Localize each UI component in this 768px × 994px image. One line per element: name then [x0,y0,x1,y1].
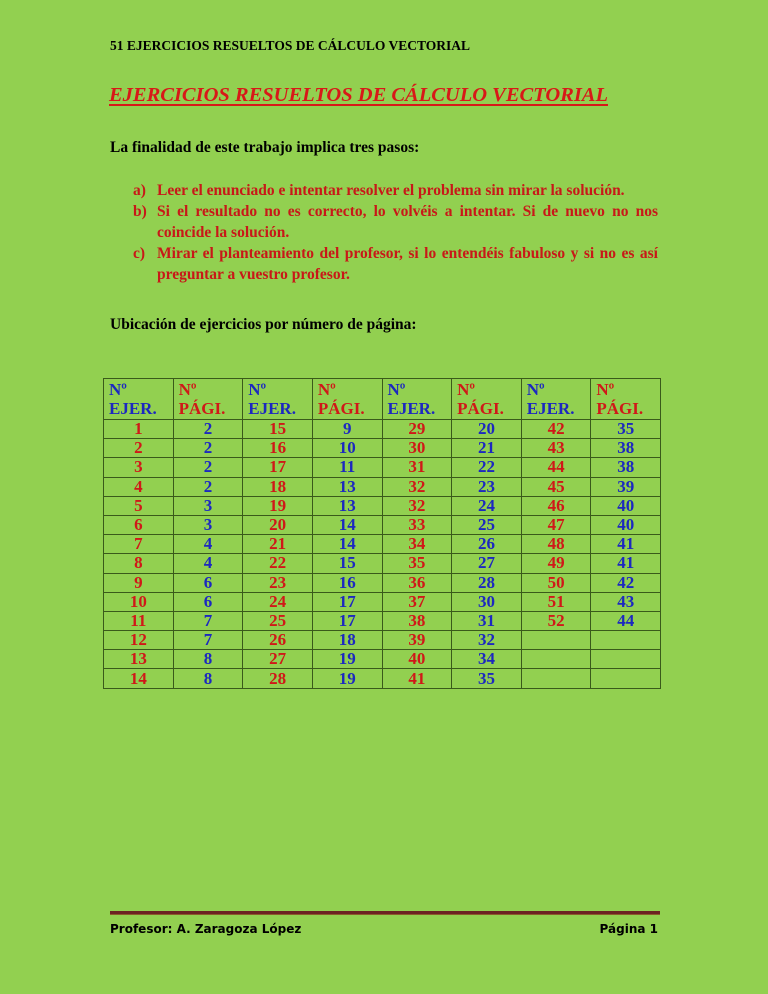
cell-ejercicio: 51 [521,592,591,611]
list-label: a) [133,182,146,199]
cell-ejercicio: 43 [521,439,591,458]
header-line2: PÁGI. [317,399,365,418]
cell-ejercicio: 25 [243,611,313,630]
cell-pagina: 19 [312,669,382,688]
table-row [104,439,661,458]
table-row [104,535,661,554]
cell-ejercicio: 33 [382,515,452,534]
header-line1: Nº [317,380,336,399]
cell-pagina: 17 [312,592,382,611]
cell-pagina: 3 [173,515,243,534]
cell-pagina: 20 [452,420,522,439]
table-row [104,611,661,630]
cell-pagina: 26 [452,535,522,554]
cell-ejercicio: 37 [382,592,452,611]
table-row [104,650,661,669]
header-pagina [173,379,243,420]
cell-ejercicio: 41 [382,669,452,688]
cell-ejercicio: 27 [243,650,313,669]
cell-pagina: 31 [452,611,522,630]
cell-pagina: 2 [173,477,243,496]
cell-pagina: 6 [173,592,243,611]
cell-ejercicio: 42 [521,420,591,439]
cell-pagina: 17 [312,611,382,630]
list-item [133,201,658,243]
footer-author: Profesor: A. Zaragoza López [110,922,302,936]
table-row [104,669,661,688]
table-row [104,420,661,439]
header-line2: EJER. [248,399,296,418]
header-line1: Nº [457,380,476,399]
cell-pagina [591,631,661,650]
footer-divider [110,911,660,915]
cell-pagina: 39 [591,477,661,496]
cell-ejercicio: 15 [243,420,313,439]
cell-ejercicio: 23 [243,573,313,592]
cell-ejercicio: 5 [104,496,174,515]
cell-pagina: 13 [312,496,382,515]
cell-pagina: 38 [591,439,661,458]
header-line2: PÁGI. [178,399,226,418]
cell-ejercicio: 49 [521,554,591,573]
cell-ejercicio: 52 [521,611,591,630]
cell-ejercicio: 39 [382,631,452,650]
location-heading: Ubicación de ejercicios por número de página: [110,316,417,333]
header-line2: EJER. [387,399,436,418]
exercise-page-table [103,378,661,689]
header-line2: EJER. [109,399,157,418]
cell-ejercicio: 26 [243,631,313,650]
cell-ejercicio: 28 [243,669,313,688]
cell-ejercicio [521,631,591,650]
cell-ejercicio: 44 [521,458,591,477]
cell-pagina: 30 [452,592,522,611]
cell-ejercicio: 30 [382,439,452,458]
cell-pagina: 38 [591,458,661,477]
cell-pagina [591,669,661,688]
cell-ejercicio: 14 [104,669,174,688]
cell-pagina: 16 [312,573,382,592]
cell-pagina: 15 [312,554,382,573]
cell-pagina: 22 [452,458,522,477]
cell-pagina: 19 [312,650,382,669]
header-ejercicio [243,379,313,420]
cell-ejercicio: 12 [104,631,174,650]
header-pagina [591,379,661,420]
cell-ejercicio: 18 [243,477,313,496]
header-ejercicio [521,379,591,420]
cell-ejercicio: 22 [243,554,313,573]
cell-ejercicio: 35 [382,554,452,573]
list-label: b) [133,203,147,220]
header-pagina [312,379,382,420]
cell-ejercicio: 48 [521,535,591,554]
table-row [104,458,661,477]
header-line1: Nº [387,380,406,399]
cell-ejercicio: 24 [243,592,313,611]
cell-pagina: 23 [452,477,522,496]
cell-pagina [591,650,661,669]
header-line2: PÁGI. [457,399,504,418]
cell-ejercicio: 47 [521,515,591,534]
cell-pagina: 13 [312,477,382,496]
cell-pagina: 28 [452,573,522,592]
cell-pagina: 10 [312,439,382,458]
header-line1: Nº [178,380,197,399]
cell-pagina: 14 [312,515,382,534]
list-text: Si el resultado no es correcto, lo volvéis a intentar. Si de nuevo no nos coincide la solución. [157,203,658,241]
cell-pagina: 41 [591,535,661,554]
footer-page-number: Página 1 [599,922,658,936]
cell-ejercicio: 8 [104,554,174,573]
cell-ejercicio: 17 [243,458,313,477]
page-title: EJERCICIOS RESUELTOS DE CÁLCULO VECTORIAL [109,84,608,106]
header-line2: EJER. [526,399,575,418]
cell-ejercicio: 45 [521,477,591,496]
cell-pagina: 43 [591,592,661,611]
cell-pagina: 42 [591,573,661,592]
cell-ejercicio: 38 [382,611,452,630]
table-row [104,515,661,534]
cell-ejercicio: 50 [521,573,591,592]
cell-pagina: 7 [173,631,243,650]
cell-ejercicio: 2 [104,439,174,458]
cell-pagina: 18 [312,631,382,650]
list-item [133,180,658,201]
cell-ejercicio: 20 [243,515,313,534]
cell-pagina: 40 [591,496,661,515]
cell-pagina: 2 [173,420,243,439]
cell-ejercicio [521,650,591,669]
cell-pagina: 6 [173,573,243,592]
header-pagina [452,379,522,420]
cell-pagina: 21 [452,439,522,458]
cell-ejercicio: 9 [104,573,174,592]
cell-ejercicio: 13 [104,650,174,669]
cell-ejercicio: 32 [382,477,452,496]
cell-ejercicio: 10 [104,592,174,611]
cell-pagina: 8 [173,650,243,669]
table-row [104,477,661,496]
list-label: c) [133,245,146,262]
cell-ejercicio: 6 [104,515,174,534]
cell-pagina: 40 [591,515,661,534]
cell-ejercicio: 40 [382,650,452,669]
table-header-row [104,379,661,420]
cell-pagina: 32 [452,631,522,650]
cell-ejercicio [521,669,591,688]
header-line1: Nº [596,380,615,399]
table-row [104,573,661,592]
cell-ejercicio: 34 [382,535,452,554]
cell-pagina: 34 [452,650,522,669]
table-row [104,631,661,650]
cell-ejercicio: 1 [104,420,174,439]
cell-pagina: 3 [173,496,243,515]
header-ejercicio [104,379,174,420]
table-row [104,496,661,515]
header-line1: Nº [526,380,545,399]
cell-pagina: 2 [173,458,243,477]
cell-pagina: 35 [591,420,661,439]
cell-pagina: 11 [312,458,382,477]
cell-pagina: 41 [591,554,661,573]
cell-pagina: 24 [452,496,522,515]
cell-pagina: 8 [173,669,243,688]
steps-list [133,180,658,285]
cell-pagina: 7 [173,611,243,630]
cell-pagina: 27 [452,554,522,573]
cell-ejercicio: 11 [104,611,174,630]
cell-ejercicio: 21 [243,535,313,554]
cell-ejercicio: 3 [104,458,174,477]
cell-pagina: 35 [452,669,522,688]
header-ejercicio [382,379,452,420]
list-item [133,243,658,285]
cell-ejercicio: 19 [243,496,313,515]
cell-ejercicio: 7 [104,535,174,554]
cell-ejercicio: 32 [382,496,452,515]
list-text: Mirar el planteamiento del profesor, si lo entendéis fabuloso y si no es así preguntar a vuestro profesor. [157,245,658,283]
cell-pagina: 4 [173,535,243,554]
cell-ejercicio: 16 [243,439,313,458]
header-line2: PÁGI. [596,399,644,418]
running-header: 51 EJERCICIOS RESUELTOS DE CÁLCULO VECTORIAL [110,38,470,53]
cell-ejercicio: 29 [382,420,452,439]
cell-pagina: 25 [452,515,522,534]
cell-pagina: 44 [591,611,661,630]
cell-pagina: 14 [312,535,382,554]
table-row [104,592,661,611]
cell-ejercicio: 46 [521,496,591,515]
cell-pagina: 2 [173,439,243,458]
cell-ejercicio: 4 [104,477,174,496]
header-line1: Nº [109,380,127,399]
cell-pagina: 9 [312,420,382,439]
header-line1: Nº [248,380,267,399]
intro-text: La finalidad de este trabajo implica tres pasos: [110,139,420,156]
table-row [104,554,661,573]
list-text: Leer el enunciado e intentar resolver el problema sin mirar la solución. [157,182,625,199]
cell-ejercicio: 31 [382,458,452,477]
cell-pagina: 4 [173,554,243,573]
cell-ejercicio: 36 [382,573,452,592]
